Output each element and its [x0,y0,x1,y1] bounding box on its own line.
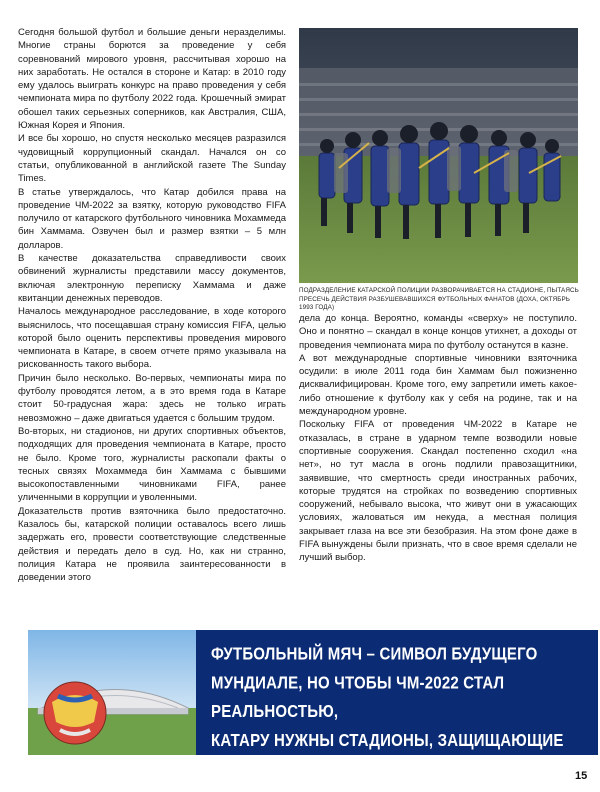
quote-line: ФУТБОЛЬНЫЙ МЯЧ – СИМВОЛ БУДУЩЕГО [211,644,538,665]
article-right-column [299,312,577,565]
article-paragraph: Началось международное расследование, в ходе которого выяснилось, что посещавшая страну комиссия FIFA, целью которой было оценить перспективы проведения мирового чемпионата в Катаре, в своем отчете прямо указывала на рискованность такого выбора. [18,306,286,371]
quote-line: МУНДИАЛЕ, НО ЧТОБЫ ЧМ-2022 СТАЛ РЕАЛЬНОСТЬЮ, [211,673,505,722]
article-paragraph: В статье утверждалось, что Катар добился права на проведение ЧМ-2022 за взятку, которую руководство FIFA получило от катарского футбольного чиновника Мохаммеда бин Хаммама. Озвучен был и размер взятки – 5 млн долларов. [18,186,286,251]
article-paragraph: дела до конца. Вероятно, команды «сверху» не поступило. Оно и понятно – скандал в конце концов утихнет, а доходы от проведения чемпионата мира по футболу останутся в казне. [299,313,577,351]
quote-line: ФУТБОЛИСТОВ ОТ 50-ГРАДУСНОЙ ЖАРЫ [211,759,531,780]
article-left-column [18,26,286,584]
quote-banner-text [211,640,591,784]
article-paragraph: Причин было несколько. Во-первых, чемпионаты мира по футболу проводятся летом, а в это время года в Катаре стоит 50-градусная жара: здесь не только играть невозможно – даже двигаться удается с большим трудом. [18,372,286,424]
article-paragraph: И все бы хорошо, но спустя несколько месяцев разразился чудовищный коррупционный скандал. Начался он со статьи, опубликованной в английской газете The Sunday Times. [18,133,286,185]
page-number: 15 [575,770,588,782]
stadium-ball-illustration [28,630,196,755]
article-paragraph: Поскольку FIFA от проведения ЧМ-2022 в Катаре не отказалась, в стране в ударном темпе возводили новые спортивные сооружения. Скандал постепенно сходил «на нет», но тут масла в огонь подлили правозащитники, заявившие, что смертность среди иностранных рабочих, которые трудятся на стройках по возведению спортивных сооружений, небывало высока, что живут они в ужасающих условиях, жаловаться им некуда, а местная полиция закрывает глаза на все эти безобразия. На этом фоне даже в FIFA вынуждены были признать, что в свое время сделали не лучший выбор. [299,419,577,564]
article-paragraph: Сегодня большой футбол и большие деньги неразделимы. Многие страны борются за проведение у себя соревнований мирового уровня, рассчитывая хорошо на них заработать. Не остался в стороне и Катар: в 2010 году ему удалось выиграть конкурс на право проведения у себя чемпионата мира по футболу 2022 года. Крошечный эмират обошел таких серьезных соперников, как Австралия, США, Южная Корея и Япония. [18,27,286,132]
article-paragraph: Доказательств против взяточника было предостаточно. Казалось бы, катарской полиции оставалось всего лишь задержать его, провести соответствующие следственные действия и передать дело в суд. Но, как ни странно, полиция Катара не проявила заинтересованности в доведении этого [18,505,286,584]
police-photo-illustration [299,28,578,283]
article-paragraph: А вот международные спортивные чиновники взяточника осудили: в июле 2011 года бин Хаммам был пожизненно дисквалифицирован. Кроме того, ему запретили иметь какое-либо отношение к футболу как у себя на родине, так и на международном уровне. [299,352,577,418]
photo-caption: ПОДРАЗДЕЛЕНИЕ КАТАРСКОЙ ПОЛИЦИИ РАЗВОРАЧИВАЕТСЯ НА СТАДИОНЕ, ПЫТАЯСЬ ПРЕСЕЧЬ ДЕЙСТВИЯ РАЗБУШЕВАВШИХСЯ ФУТБОЛЬНЫХ ФАНАТОВ (ДОХА, ОКТЯБРЬ 1993 ГОДА) [299,287,579,312]
quote-line: КАТАРУ НУЖНЫ СТАДИОНЫ, ЗАЩИЩАЮЩИЕ [211,730,564,751]
police-photo [299,28,578,283]
stadium-ball-photo [28,630,196,755]
article-paragraph: В качестве доказательства справедливости своих обвинений журналисты представили массу документов, включая электронную переписку Хаммама и даже квитанции денежных переводов. [18,253,286,304]
article-paragraph: Во-вторых, ни стадионов, ни других спортивных объектов, подходящих для проведения чемпионата в Катаре, просто не было. Кроме того, журналисты раскопали факты о тесных связях Мохаммеда бин Хаммама с бывшими высокопоставленными чиновниками FIFA, ранее уличенными в коррупции и уволенными. [18,425,286,504]
